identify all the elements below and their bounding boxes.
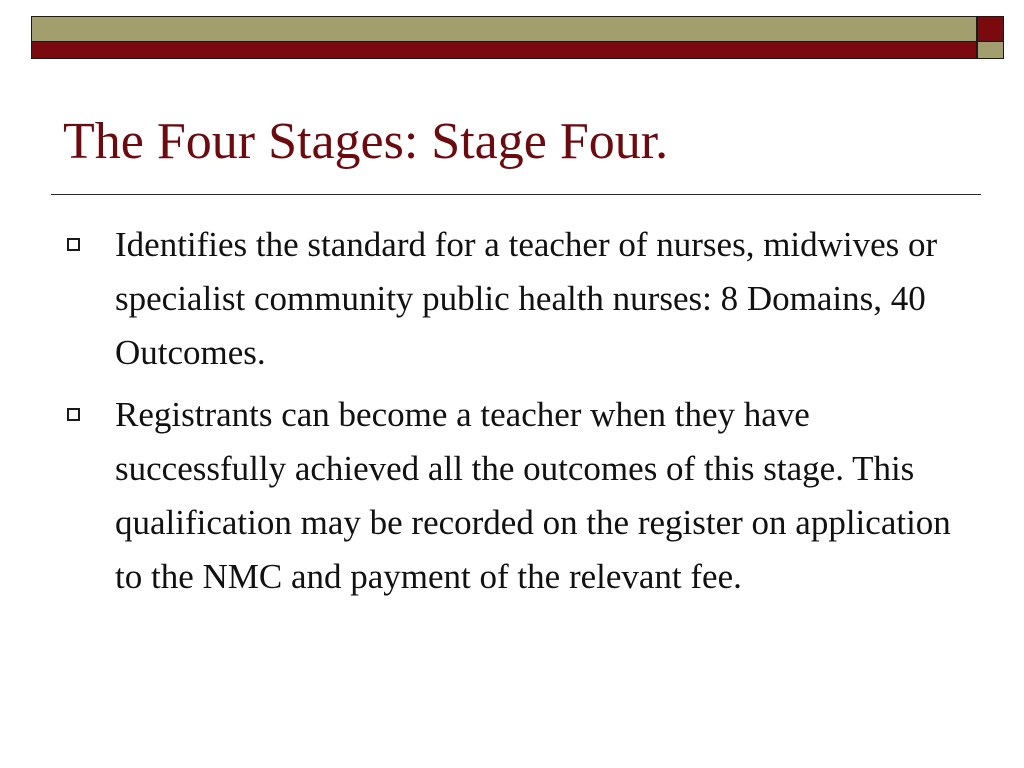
bullet-item [67,218,967,380]
hollow-square-icon [67,408,80,421]
header-corner-square-olive [977,41,1004,59]
title-divider [51,194,981,195]
bullet-text: Registrants can become a teacher when they have successfully achieved all the outcomes of this stage. This qualification may be recorded on the register on application to the NMC and payment of the relevant fee. [115,395,951,596]
header-bar-maroon [31,41,977,59]
bullet-text: Identifies the standard for a teacher of nurses, midwives or specialist community public health nurses: 8 Domains, 40 Outcomes. [115,225,938,372]
header-corner-square-maroon [977,16,1004,42]
header-bar-olive [31,16,977,42]
bullet-item [67,388,967,604]
hollow-square-icon [67,238,80,251]
slide-title: The Four Stages: Stage Four. [63,113,669,170]
bullet-list [67,218,967,612]
